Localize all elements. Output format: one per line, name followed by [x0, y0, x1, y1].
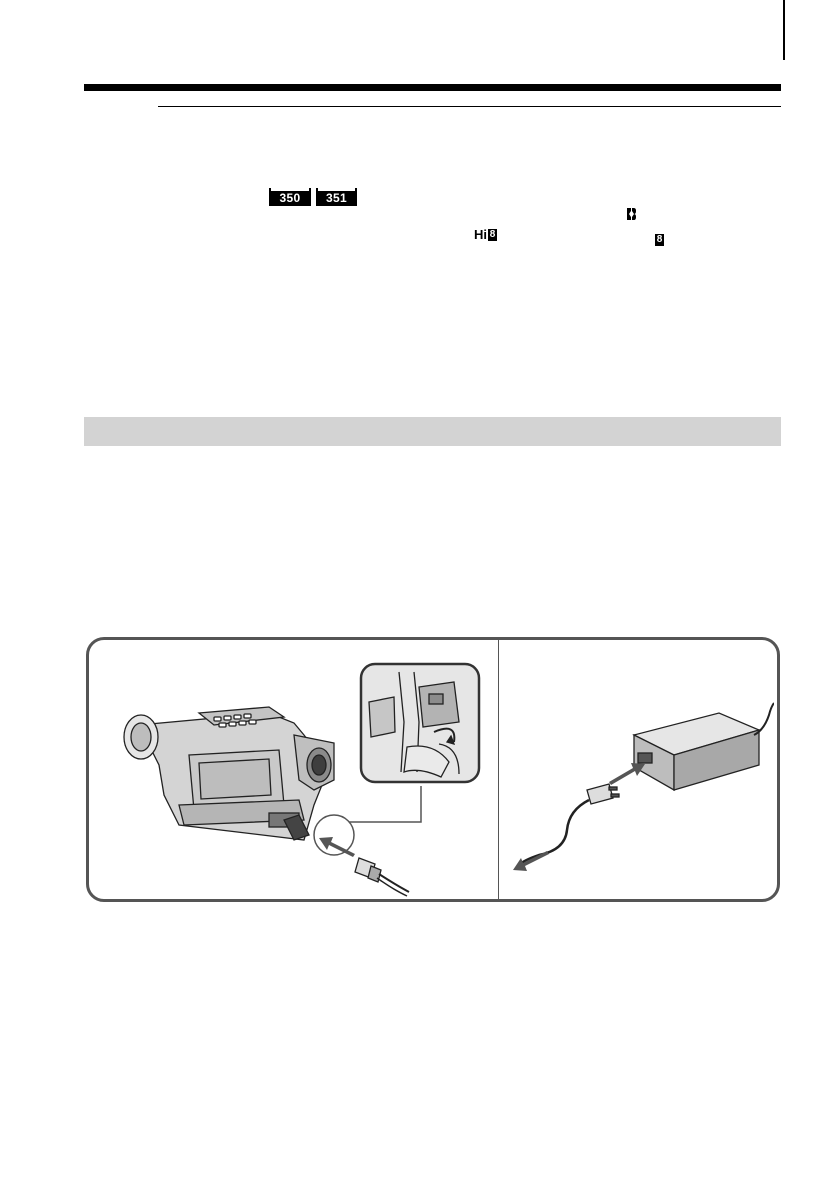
model-badge-351: 351 — [316, 191, 357, 206]
section-heading — [84, 417, 781, 429]
figure-frame — [86, 637, 780, 902]
model-badge-350: 350 — [269, 191, 311, 206]
figure-panel-adapter — [499, 640, 777, 899]
video8-cassette-icon — [625, 207, 637, 221]
dc-plug-icon — [351, 850, 411, 898]
hi8-digit: 8 — [489, 229, 496, 240]
cut-line — [783, 0, 785, 60]
header-subrule — [158, 106, 781, 107]
section-heading-bar — [84, 417, 781, 446]
figure-panel-camcorder — [89, 640, 497, 899]
outlet-arrow-icon — [511, 848, 551, 878]
header-rule — [84, 84, 781, 91]
hi8-text: Hi — [474, 227, 487, 242]
video8-digit: 8 — [656, 234, 663, 245]
dc-in-jack-closeup-icon — [359, 662, 484, 787]
video8-logo — [655, 229, 664, 247]
hi8-logo — [474, 228, 497, 242]
